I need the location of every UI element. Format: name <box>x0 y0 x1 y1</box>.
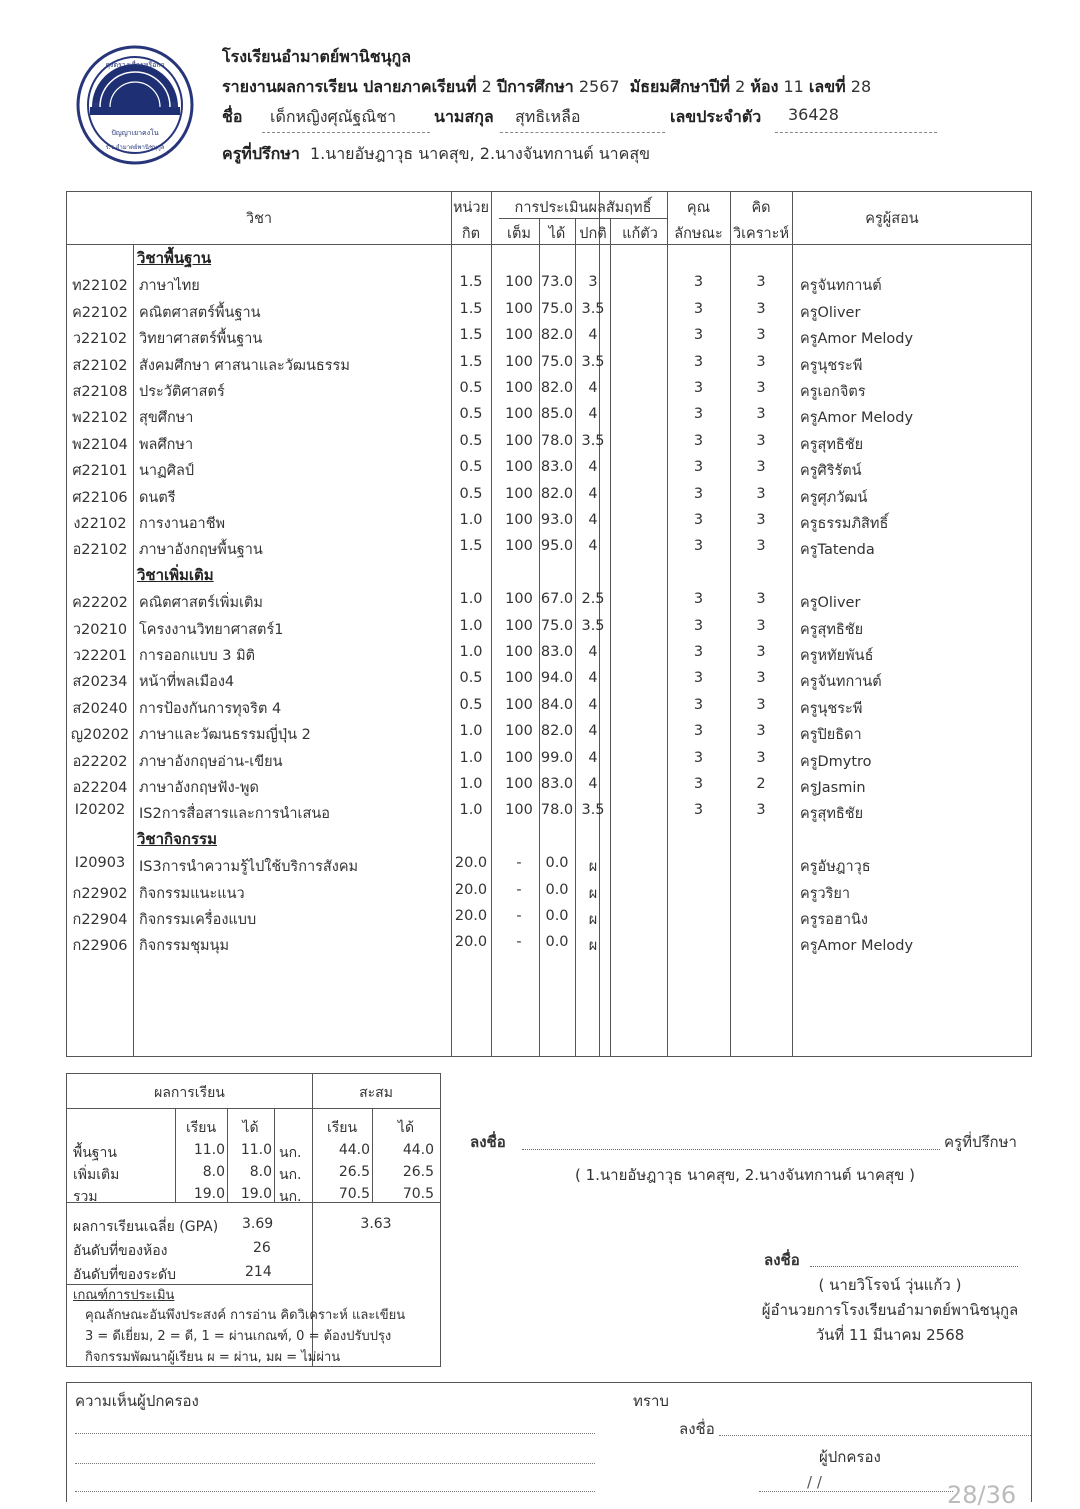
table-cell-grade: 4 <box>588 406 598 423</box>
col-full: เต็ม <box>507 226 531 242</box>
summary-cell-study: 19.0 <box>193 1186 225 1202</box>
table-cell-think: 3 <box>756 617 766 634</box>
table-cell-name: คณิตศาสตร์พื้นฐาน <box>139 304 261 321</box>
gpa-value: 3.69 <box>242 1216 274 1232</box>
table-cell-teacher: ครูOliver <box>800 304 861 321</box>
table-cell-code: ก22902 <box>72 885 128 902</box>
summary-cell-got: 8.0 <box>249 1164 272 1180</box>
table-cell-credit: 20.0 <box>454 881 488 898</box>
table-cell-score: 75.0 <box>540 353 574 370</box>
table-cell-teacher: ครูAmor Melody <box>800 410 914 427</box>
table-cell-credit: 0.5 <box>459 380 483 396</box>
surname-label: นามสกุล <box>434 107 494 126</box>
criteria-line-1: คุณลักษณะอันพึงประสงค์ การอ่าน คิดวิเคราะห์ และเขียน <box>85 1308 406 1323</box>
advisor-line: ครูที่ปรึกษา 1.นายอัษฎาวุธ นาคสุข, 2.นางจันทกานต์ นาคสุข <box>222 144 651 163</box>
table-cell-grade: 4 <box>588 696 598 713</box>
table-cell-code: ศ22101 <box>72 463 128 480</box>
table-cell-full: - <box>516 934 522 951</box>
summary-cell-cum_study: 44.0 <box>338 1142 370 1158</box>
table-cell-grade: 4 <box>588 327 598 344</box>
table-cell-grade: 4 <box>588 723 598 740</box>
summary-cell-unit: นก. <box>279 1167 302 1183</box>
col-fix: แก้ตัว <box>622 226 658 242</box>
table-cell-grade: 4 <box>588 380 598 396</box>
table-cell-full: 100 <box>505 432 533 449</box>
table-cell-code: ส22102 <box>72 357 128 374</box>
table-cell-name: ดนตรี <box>139 489 176 506</box>
table-cell-code: I20202 <box>74 802 126 819</box>
table-cell-code: ว22102 <box>72 331 128 348</box>
id-label: เลขประจำตัว <box>670 107 762 126</box>
gpa-label: ผลการเรียนเฉลี่ย (GPA) <box>73 1219 219 1235</box>
table-cell-teacher: ครูนุชระพี <box>800 357 863 374</box>
table-cell-score: 0.0 <box>545 908 569 924</box>
table-cell-full: 100 <box>505 512 533 528</box>
table-cell-score: 75.0 <box>540 617 574 634</box>
table-cell-credit: 1.5 <box>459 327 483 344</box>
table-cell-code: ก22904 <box>72 912 128 928</box>
table-cell-char: 3 <box>693 776 704 792</box>
col-normal: ปกติ <box>579 226 607 242</box>
table-cell-credit: 20.0 <box>454 855 488 872</box>
table-cell-teacher: ครูจันทกานต์ <box>800 674 882 691</box>
col-think: คิด <box>751 200 771 216</box>
table-cell-code: ส20240 <box>72 700 128 717</box>
table-cell-teacher: ครูOliver <box>800 595 861 612</box>
level-rank-label: อันดับที่ของระดับ <box>73 1267 177 1283</box>
table-cell-think: 3 <box>756 459 766 476</box>
table-cell-full: 100 <box>505 538 533 555</box>
table-cell-code: ญ20202 <box>70 727 130 744</box>
parent-ack: ทราบ <box>633 1392 669 1410</box>
table-cell-think: 3 <box>756 644 766 660</box>
table-cell-name: การออกแบบ 3 มิติ <box>139 648 256 664</box>
table-cell-code: ค22102 <box>72 304 128 321</box>
svg-text:ดุงตรางเสื่อรหรือกว: ดุงตรางเสื่อรหรือกว <box>105 61 165 69</box>
table-cell-full: 100 <box>505 353 533 370</box>
table-cell-credit: 1.5 <box>459 538 483 555</box>
table-cell-grade: 4 <box>588 776 598 792</box>
table-cell-think: 3 <box>756 696 766 713</box>
table-cell-grade: 3.5 <box>581 300 605 317</box>
table-cell-think: 3 <box>756 327 766 344</box>
table-cell-grade: 2.5 <box>581 591 605 608</box>
table-cell-name: สุขศึกษา <box>139 410 194 427</box>
director-sign-label: ลงชื่อ <box>764 1251 800 1269</box>
table-cell-char: 3 <box>693 274 704 291</box>
table-cell-credit: 1.0 <box>459 802 483 819</box>
table-cell-teacher: ครูเอกจิตร <box>800 384 866 400</box>
section-title: วิชากิจกรรม <box>137 829 217 848</box>
table-cell-char: 3 <box>693 300 704 317</box>
table-cell-name: พลศึกษา <box>139 436 194 453</box>
table-cell-code: พ22104 <box>72 436 128 453</box>
table-cell-full: 100 <box>505 776 533 792</box>
table-cell-full: 100 <box>505 274 533 291</box>
parent-comment-label: ความเห็นผู้ปกครอง <box>75 1392 199 1410</box>
table-cell-think: 3 <box>756 274 766 291</box>
svg-text:ปัญญาเยาคงโน: ปัญญาเยาคงโน <box>111 129 159 137</box>
table-cell-char: 3 <box>693 512 704 528</box>
table-cell-full: 100 <box>505 591 533 608</box>
report-title: รายงานผลการเรียน ปลายภาคเรียนที่ 2 ปีการศึกษา 2567 มัธยมศึกษาปีที่ 2 ห้อง 11 เลขที่ 28 <box>222 77 872 96</box>
table-cell-think: 3 <box>756 485 766 502</box>
grades-table <box>66 191 1032 1057</box>
table-cell-credit: 1.0 <box>459 749 483 766</box>
table-cell-think: 3 <box>756 300 766 317</box>
table-cell-grade: 3.5 <box>581 802 605 819</box>
table-cell-credit: 0.5 <box>459 459 483 476</box>
table-cell-think: 3 <box>756 723 766 740</box>
table-cell-grade: ผ <box>588 885 598 902</box>
table-cell-credit: 1.0 <box>459 776 483 792</box>
table-cell-char: 3 <box>693 617 704 634</box>
table-cell-grade: 4 <box>588 512 598 528</box>
table-cell-score: 82.0 <box>540 723 574 740</box>
summary-cell-cum_study: 26.5 <box>338 1164 370 1180</box>
table-cell-name: ภาษาและวัฒนธรรมญี่ปุ่น 2 <box>139 727 311 744</box>
table-cell-name: นาฏศิลป์ <box>139 463 195 480</box>
table-cell-grade: ผ <box>588 859 598 876</box>
table-cell-char: 3 <box>693 353 704 370</box>
parent-role: ผู้ปกครอง <box>819 1448 881 1466</box>
director-role: ผู้อำนวยการโรงเรียนอำมาตย์พานิชนุกูล <box>761 1301 1019 1319</box>
table-cell-teacher: ครูสุทธิชัย <box>800 436 864 453</box>
table-cell-score: 78.0 <box>540 802 574 819</box>
level-rank-value: 214 <box>245 1264 272 1280</box>
summary-cell-study: 8.0 <box>202 1164 225 1180</box>
student-name: เด็กหญิงศุณัฐณิชา <box>270 107 397 126</box>
table-cell-code: ค22202 <box>72 595 128 612</box>
table-cell-grade: 4 <box>588 459 598 476</box>
col-teacher: ครูผู้สอน <box>865 211 919 227</box>
table-cell-char: 3 <box>693 327 704 344</box>
table-cell-char: 3 <box>693 380 704 396</box>
table-cell-score: 82.0 <box>540 380 574 396</box>
parent-date-line: / / <box>807 1473 822 1491</box>
table-cell-code: I20903 <box>74 855 126 872</box>
table-cell-credit: 20.0 <box>454 934 488 951</box>
section-title: วิชาพื้นฐาน <box>137 249 212 267</box>
table-cell-score: 83.0 <box>540 459 574 476</box>
table-cell-name: การงานอาชีพ <box>139 516 226 532</box>
table-cell-score: 99.0 <box>540 749 574 766</box>
name-label: ชื่อ <box>222 107 243 126</box>
table-cell-name: ภาษาอังกฤษพื้นฐาน <box>139 542 263 559</box>
table-cell-full: 100 <box>505 749 533 766</box>
table-cell-teacher: ครูAmor Melody <box>800 331 914 348</box>
table-cell-grade: 3 <box>588 274 598 291</box>
table-cell-full: 100 <box>505 485 533 502</box>
table-cell-full: 100 <box>505 406 533 423</box>
page-number: 28/36 <box>947 1481 1017 1509</box>
table-cell-name: ประวัติศาสตร์ <box>139 384 225 400</box>
col-got: ได้ <box>548 226 566 242</box>
table-cell-credit: 1.0 <box>459 723 483 740</box>
table-cell-full: - <box>516 908 522 924</box>
table-cell-teacher: ครูศุภวัฒน์ <box>800 489 868 506</box>
table-cell-teacher: ครูสุทธิชัย <box>800 621 864 638</box>
table-cell-teacher: ครูนุชระพี <box>800 700 863 717</box>
table-cell-grade: 3.5 <box>581 353 605 370</box>
table-cell-teacher: ครูอัษฎาวุธ <box>800 859 871 876</box>
table-cell-teacher: ครูปิยธิดา <box>800 727 862 744</box>
table-cell-grade: 4 <box>588 485 598 502</box>
table-cell-name: โครงงานวิทยาศาสตร์1 <box>139 621 284 638</box>
table-cell-credit: 1.5 <box>459 300 483 317</box>
svg-text:ร.ร.อำมาตย์พานิชนุกูล: ร.ร.อำมาตย์พานิชนุกูล <box>105 144 165 151</box>
table-cell-name: กิจกรรมเครื่องแบบ <box>139 912 257 928</box>
col-character: คุณ <box>686 200 711 216</box>
summary-cell-label: พื้นฐาน <box>73 1145 117 1161</box>
table-cell-teacher: ครูวริยา <box>800 885 851 902</box>
criteria-line-2: 3 = ดีเยี่ยม, 2 = ดี, 1 = ผ่านเกณฑ์, 0 = ต้องปรับปรุง <box>85 1329 392 1344</box>
table-cell-score: 0.0 <box>545 855 569 872</box>
table-cell-teacher: ครูรอฮานิง <box>800 912 868 928</box>
table-cell-credit: 0.5 <box>459 696 483 713</box>
table-cell-teacher: ครูศิริรัตน์ <box>800 463 862 480</box>
table-cell-think: 3 <box>756 380 766 396</box>
table-cell-char: 3 <box>693 696 704 713</box>
table-cell-think: 3 <box>756 538 766 555</box>
col-credit: หน่วย <box>452 200 490 216</box>
sum-study-header: เรียน <box>185 1120 217 1136</box>
table-cell-score: 94.0 <box>540 670 574 687</box>
results-title: ผลการเรียน <box>154 1085 225 1101</box>
table-cell-name: ภาษาไทย <box>139 278 200 295</box>
col-assessment: การประเมินผลสัมฤทธิ์ <box>514 200 652 216</box>
table-cell-teacher: ครูDmytro <box>800 753 872 770</box>
table-cell-full: 100 <box>505 644 533 660</box>
table-cell-score: 83.0 <box>540 644 574 660</box>
table-cell-name: คณิตศาสตร์เพิ่มเติม <box>139 595 263 612</box>
table-cell-name: วิทยาศาสตร์พื้นฐาน <box>139 331 263 348</box>
table-cell-name: IS3การนำความรู้ไปใช้บริการสังคม <box>139 859 359 876</box>
table-cell-think: 3 <box>756 591 766 608</box>
table-cell-full: 100 <box>505 459 533 476</box>
table-cell-char: 3 <box>693 644 704 660</box>
table-cell-code: ว20210 <box>72 621 128 638</box>
table-cell-teacher: ครูสุทธิชัย <box>800 806 864 823</box>
criteria-title: เกณฑ์การประเมิน <box>73 1288 175 1303</box>
table-cell-full: 100 <box>505 380 533 396</box>
table-cell-code: ส22108 <box>72 384 128 400</box>
parent-sign-label: ลงชื่อ <box>679 1420 715 1438</box>
table-cell-name: กิจกรรมแนะแนว <box>139 885 245 902</box>
table-cell-grade: 3.5 <box>581 617 605 634</box>
table-cell-char: 3 <box>693 538 704 555</box>
summary-cell-label: เพิ่มเติม <box>73 1167 120 1183</box>
table-cell-full: 100 <box>505 802 533 819</box>
table-cell-score: 78.0 <box>540 432 574 449</box>
table-cell-think: 3 <box>756 512 766 528</box>
table-cell-credit: 1.0 <box>459 512 483 528</box>
table-cell-teacher: ครูหทัยพันธ์ <box>800 648 874 664</box>
student-id: 36428 <box>788 105 839 124</box>
table-cell-full: 100 <box>505 670 533 687</box>
advisor-names: ( 1.นายอัษฎาวุธ นาคสุข, 2.นางจันทกานต์ นาคสุข ) <box>574 1166 916 1184</box>
summary-cell-label: รวม <box>73 1189 98 1205</box>
table-cell-think: 3 <box>756 406 766 423</box>
room-rank-label: อันดับที่ของห้อง <box>73 1243 168 1259</box>
table-cell-name: หน้าที่พลเมือง4 <box>139 674 235 691</box>
table-cell-think: 3 <box>756 432 766 449</box>
table-cell-credit: 0.5 <box>459 432 483 449</box>
table-cell-grade: 4 <box>588 670 598 687</box>
table-cell-name: ภาษาอังกฤษฟัง-พูด <box>139 780 259 796</box>
summary-cell-unit: นก. <box>279 1145 302 1161</box>
table-cell-score: 82.0 <box>540 485 574 502</box>
summary-table <box>66 1073 441 1367</box>
table-cell-score: 75.0 <box>540 300 574 317</box>
summary-cell-study: 11.0 <box>193 1142 225 1158</box>
table-cell-char: 3 <box>693 591 704 608</box>
table-cell-teacher: ครูจันทกานต์ <box>800 278 882 295</box>
table-cell-char: 3 <box>693 432 704 449</box>
table-cell-credit: 1.5 <box>459 353 483 370</box>
table-cell-credit: 0.5 <box>459 406 483 423</box>
cum-study-header: เรียน <box>326 1120 358 1136</box>
school-name: โรงเรียนอำมาตย์พานิชนุกูล <box>222 47 412 66</box>
table-cell-think: 3 <box>756 802 766 819</box>
table-cell-code: ศ22106 <box>72 489 128 506</box>
summary-cell-cum_got: 26.5 <box>402 1164 434 1180</box>
table-cell-char: 3 <box>693 802 704 819</box>
col-credit-2: กิต <box>461 226 481 242</box>
col-subject: วิชา <box>245 211 273 227</box>
table-cell-char: 3 <box>693 459 704 476</box>
table-cell-full: 100 <box>505 300 533 317</box>
table-cell-full: - <box>516 881 522 898</box>
table-cell-grade: ผ <box>588 912 598 928</box>
table-cell-name: ภาษาอังกฤษอ่าน-เขียน <box>139 753 283 770</box>
summary-cell-got: 11.0 <box>240 1142 272 1158</box>
summary-cell-cum_got: 70.5 <box>402 1186 434 1202</box>
table-cell-name: การป้องกันการทุจริต 4 <box>139 700 282 717</box>
table-cell-think: 3 <box>756 353 766 370</box>
table-cell-full: 100 <box>505 617 533 634</box>
table-cell-credit: 1.0 <box>459 591 483 608</box>
table-cell-char: 3 <box>693 749 704 766</box>
table-cell-full: 100 <box>505 723 533 740</box>
summary-cell-got: 19.0 <box>240 1186 272 1202</box>
cumulative-title: สะสม <box>359 1085 393 1101</box>
col-think-2: วิเคราะห์ <box>732 226 790 242</box>
criteria-line-3: กิจกรรมพัฒนาผู้เรียน ผ = ผ่าน, มผ = ไม่ผ่าน <box>85 1350 341 1365</box>
table-cell-credit: 1.0 <box>459 644 483 660</box>
parent-comment-box <box>66 1382 1032 1509</box>
school-logo <box>76 45 194 165</box>
table-cell-char: 3 <box>693 723 704 740</box>
table-cell-credit: 1.5 <box>459 274 483 291</box>
room-rank-value: 26 <box>253 1240 271 1256</box>
table-cell-name: IS2การสื่อสารและการนำเสนอ <box>139 806 330 823</box>
table-cell-think: 3 <box>756 670 766 687</box>
table-cell-score: 83.0 <box>540 776 574 792</box>
summary-cell-unit: นก. <box>279 1189 302 1205</box>
table-cell-full: 100 <box>505 327 533 344</box>
table-cell-credit: 0.5 <box>459 670 483 687</box>
table-cell-score: 95.0 <box>540 538 574 555</box>
table-cell-name: กิจกรรมชุมนุม <box>139 938 230 955</box>
table-cell-grade: 4 <box>588 538 598 555</box>
table-cell-score: 85.0 <box>540 406 574 423</box>
table-cell-think: 3 <box>756 749 766 766</box>
table-cell-score: 0.0 <box>545 881 569 898</box>
table-cell-teacher: ครูJasmin <box>800 780 866 796</box>
table-cell-code: ส20234 <box>72 674 128 691</box>
table-cell-grade: ผ <box>588 938 598 955</box>
table-cell-score: 84.0 <box>540 696 574 713</box>
table-cell-score: 93.0 <box>540 512 574 528</box>
table-cell-score: 82.0 <box>540 327 574 344</box>
table-cell-score: 73.0 <box>540 274 574 291</box>
table-cell-teacher: ครูTatenda <box>800 542 875 559</box>
table-cell-credit: 20.0 <box>454 908 488 924</box>
table-cell-name: สังคมศึกษา ศาสนาและวัฒนธรรม <box>139 357 350 374</box>
table-cell-code: อ22204 <box>72 780 128 796</box>
table-cell-full: 100 <box>505 696 533 713</box>
table-cell-grade: 4 <box>588 749 598 766</box>
table-cell-code: อ22102 <box>72 542 128 559</box>
advisor-sign-label: ลงชื่อ <box>470 1133 506 1151</box>
table-cell-code: ท22102 <box>72 278 128 295</box>
table-cell-credit: 0.5 <box>459 485 483 502</box>
table-cell-think: 2 <box>756 776 766 792</box>
table-cell-credit: 1.0 <box>459 617 483 634</box>
cum-gpa-value: 3.63 <box>360 1216 392 1232</box>
table-cell-char: 3 <box>693 485 704 502</box>
table-cell-grade: 3.5 <box>581 432 605 449</box>
table-cell-code: ก22906 <box>72 938 128 955</box>
cum-got-header: ได้ <box>397 1120 415 1136</box>
summary-cell-cum_study: 70.5 <box>338 1186 370 1202</box>
table-cell-char: 3 <box>693 406 704 423</box>
table-cell-char: 3 <box>693 670 704 687</box>
table-cell-code: พ22102 <box>72 410 128 427</box>
advisor-role: ครูที่ปรึกษา <box>944 1133 1017 1151</box>
table-cell-code: อ22202 <box>72 753 128 770</box>
table-cell-teacher: ครูAmor Melody <box>800 938 914 955</box>
table-cell-score: 67.0 <box>540 591 574 608</box>
table-cell-code: ง22102 <box>73 516 127 532</box>
student-surname: สุทธิเหลือ <box>515 107 581 126</box>
director-name: ( นายวิโรจน์ วุ่นแก้ว ) <box>818 1276 962 1294</box>
sign-date: วันที่ 11 มีนาคม 2568 <box>815 1326 965 1344</box>
summary-cell-cum_got: 44.0 <box>402 1142 434 1158</box>
sum-got-header: ได้ <box>242 1120 259 1136</box>
table-cell-code: ว22201 <box>72 648 128 664</box>
table-cell-teacher: ครูธรรมภิสิทธิ์ <box>800 516 889 532</box>
table-cell-grade: 4 <box>588 644 598 660</box>
section-title: วิชาเพิ่มเติม <box>137 565 214 584</box>
table-cell-score: 0.0 <box>545 934 569 951</box>
table-cell-full: - <box>516 855 522 872</box>
col-character-2: ลักษณะ <box>674 226 723 242</box>
